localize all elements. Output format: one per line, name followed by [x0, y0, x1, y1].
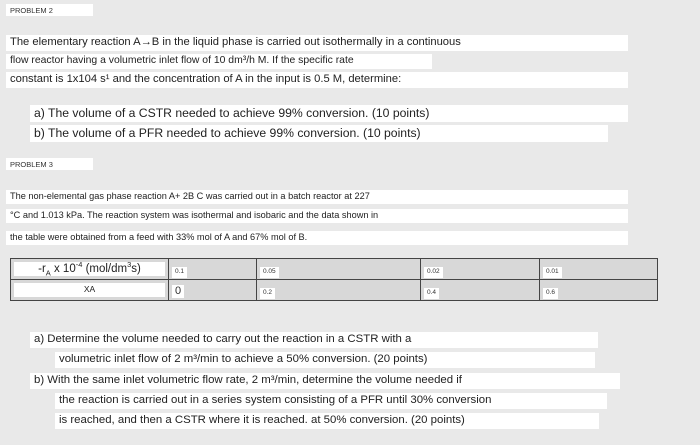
rate-value-1: 0.1: [172, 267, 187, 278]
rate-value-3: 0.02: [424, 267, 443, 278]
table-cell: [540, 280, 658, 301]
conversion-value-2: 0.2: [260, 288, 275, 299]
problem-3-heading: PROBLEM 3: [6, 158, 93, 170]
problem-3-question-b-line-1: b) With the same inlet volumetric flow rate, 2 m³/min, determine the volume needed if: [30, 373, 620, 389]
problem-3-question-b-line-3: is reached, and then a CSTR where it is reached. at 50% conversion. (20 points): [55, 413, 599, 429]
rate-label-cell: [11, 259, 169, 280]
rate-value-4: 0.01: [543, 267, 562, 278]
problem-3-text-line-3: the table were obtained from a feed with 33% mol of A and 67% mol of B.: [6, 231, 628, 245]
table-cell: [257, 259, 421, 280]
conversion-value-3: 0.4: [424, 288, 439, 299]
rate-label: $-r_A$ x $10^{-4}$ $(mol/dm^3s)$: [14, 262, 165, 277]
conversion-label: XA: [14, 283, 165, 296]
problem-2-question-a: a) The volume of a CSTR needed to achieve 99% conversion. (10 points): [30, 105, 628, 122]
problem-2-question-b: b) The volume of a PFR needed to achieve 99% conversion. (10 points): [30, 125, 608, 142]
table-cell: [257, 280, 421, 301]
problem-3-question-a-line-2: volumetric inlet flow of 2 m³/min to achieve a 50% conversion. (20 points): [55, 352, 595, 368]
table-cell: [169, 259, 257, 280]
conversion-label-cell: [11, 280, 169, 301]
problem-2-heading: PROBLEM 2: [6, 4, 93, 16]
problem-3-question-a-line-1: a) Determine the volume needed to carry out the reaction in a CSTR with a: [30, 332, 598, 348]
rate-value-2: 0.05: [260, 267, 279, 278]
problem-2-text-line-3: constant is 1x104 s¹ and the concentration of A in the input is 0.5 M, determine:: [6, 72, 628, 88]
problem-3-text-line-1: The non-elemental gas phase reaction A+ 2B C was carried out in a batch reactor at 227: [6, 190, 628, 204]
problem-3-question-b-line-2: the reaction is carried out in a series system consisting of a PFR until 30% conversion: [55, 393, 607, 409]
table-row-rate: [11, 259, 658, 280]
table-row-conversion: [11, 280, 658, 301]
table-cell: [169, 280, 257, 301]
conversion-value-1: 0: [172, 285, 184, 298]
table-cell: [421, 259, 540, 280]
problem-2-text-line-2: flow reactor having a volumetric inlet flow of 10 dm³/h M. If the specific rate: [6, 54, 432, 69]
rate-conversion-table: [10, 258, 658, 301]
conversion-value-4: 0.6: [543, 288, 558, 299]
table-cell: [540, 259, 658, 280]
table-cell: [421, 280, 540, 301]
problem-3-text-line-2: °C and 1.013 kPa. The reaction system was isothermal and isobaric and the data shown in: [6, 209, 628, 223]
problem-2-text-line-1: The elementary reaction A→B in the liquid phase is carried out isothermally in a continuous: [6, 35, 628, 51]
